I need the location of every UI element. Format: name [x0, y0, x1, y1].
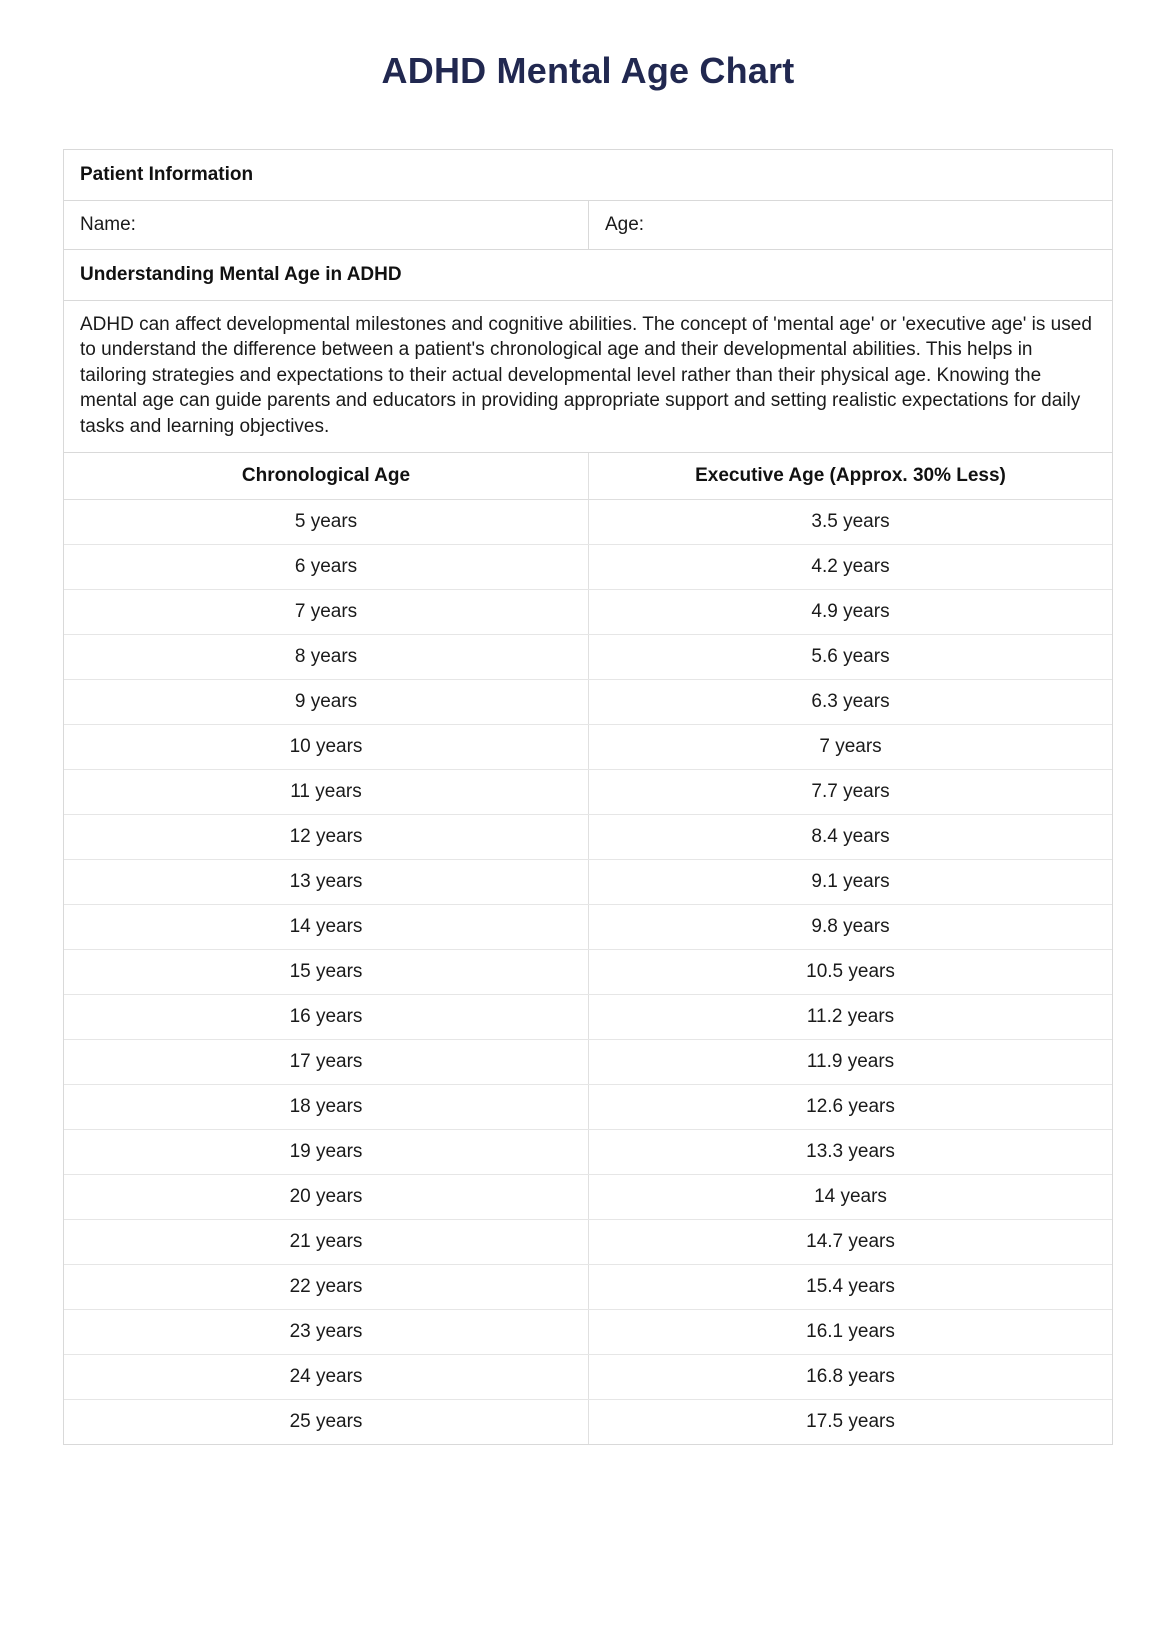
age-table-body — [64, 500, 1112, 1444]
age-table-row — [64, 1175, 1112, 1220]
executive-age-cell: 12.6 years — [588, 1085, 1112, 1129]
executive-age-cell: 4.9 years — [588, 590, 1112, 634]
age-field[interactable] — [588, 201, 1112, 249]
chronological-age-cell: 8 years — [294, 646, 358, 668]
content-container — [63, 149, 1113, 1445]
age-table-row — [64, 590, 1112, 635]
age-table-row — [64, 545, 1112, 590]
chronological-age-cell: 23 years — [289, 1321, 363, 1343]
age-table-row — [64, 1400, 1112, 1444]
executive-age-cell: 16.8 years — [588, 1355, 1112, 1399]
executive-age-cell: 11.2 years — [588, 995, 1112, 1039]
executive-age-cell: 16.1 years — [588, 1310, 1112, 1354]
chronological-age-cell: 21 years — [289, 1231, 363, 1253]
age-table-row — [64, 1220, 1112, 1265]
age-table-row — [64, 1130, 1112, 1175]
age-table-row — [64, 770, 1112, 815]
executive-age-cell: 13.3 years — [588, 1130, 1112, 1174]
executive-age-cell: 3.5 years — [588, 500, 1112, 544]
chronological-age-cell: 6 years — [294, 556, 358, 578]
chronological-age-cell: 15 years — [289, 961, 363, 983]
executive-age-cell: 7 years — [588, 725, 1112, 769]
executive-age-cell: 8.4 years — [588, 815, 1112, 859]
chronological-age-cell: 10 years — [289, 736, 363, 758]
executive-age-cell: 14 years — [588, 1175, 1112, 1219]
understanding-body-text: ADHD can affect developmental milestones and cognitive abilities. The concept of 'mental age' or 'executive age' is used to understand the difference between a patient's chronological age and their developmental abilities. This helps in tailoring strategies and expectations to their actual developmental level rather than their physical age. Knowing the mental age can guide parents and educators in providing appropriate support and setting realistic expectations for daily tasks and learning objectives. — [64, 301, 1112, 453]
age-table-row — [64, 905, 1112, 950]
age-table-header-row — [64, 453, 1112, 500]
executive-age-cell: 9.8 years — [588, 905, 1112, 949]
age-table-row — [64, 995, 1112, 1040]
age-table-row — [64, 680, 1112, 725]
column-header-executive-age: Executive Age (Approx. 30% Less) — [588, 453, 1112, 499]
age-table-row — [64, 1265, 1112, 1310]
executive-age-cell: 14.7 years — [588, 1220, 1112, 1264]
chronological-age-cell: 24 years — [289, 1366, 363, 1388]
chronological-age-cell: 17 years — [289, 1051, 363, 1073]
executive-age-cell: 17.5 years — [588, 1400, 1112, 1444]
age-table-row — [64, 500, 1112, 545]
chronological-age-cell: 18 years — [289, 1096, 363, 1118]
chronological-age-cell: 25 years — [289, 1411, 363, 1433]
chronological-age-cell: 16 years — [289, 1006, 363, 1028]
executive-age-cell: 7.7 years — [588, 770, 1112, 814]
chronological-age-cell: 11 years — [290, 781, 362, 803]
age-table-row — [64, 725, 1112, 770]
executive-age-cell: 10.5 years — [588, 950, 1112, 994]
executive-age-cell: 4.2 years — [588, 545, 1112, 589]
age-table — [64, 453, 1112, 1444]
name-field[interactable] — [64, 201, 588, 249]
age-table-row — [64, 1310, 1112, 1355]
understanding-section-header: Understanding Mental Age in ADHD — [64, 250, 1112, 301]
age-table-row — [64, 1355, 1112, 1400]
chronological-age-cell: 5 years — [294, 511, 358, 533]
page-title: ADHD Mental Age Chart — [381, 50, 795, 91]
patient-info-section-header: Patient Information — [64, 150, 1112, 201]
chronological-age-cell: 22 years — [289, 1276, 363, 1298]
chronological-age-cell: 7 years — [294, 601, 358, 623]
chronological-age-cell: 12 years — [289, 826, 363, 848]
executive-age-cell: 5.6 years — [588, 635, 1112, 679]
age-label: Age: — [605, 214, 645, 235]
age-table-row — [64, 1085, 1112, 1130]
age-table-row — [64, 815, 1112, 860]
chronological-age-cell: 19 years — [289, 1141, 363, 1163]
patient-fields-row — [64, 201, 1112, 250]
age-table-row — [64, 635, 1112, 680]
age-table-row — [64, 950, 1112, 995]
executive-age-cell: 11.9 years — [588, 1040, 1112, 1084]
executive-age-cell: 6.3 years — [588, 680, 1112, 724]
executive-age-cell: 9.1 years — [588, 860, 1112, 904]
chronological-age-cell: 13 years — [289, 871, 363, 893]
executive-age-cell: 15.4 years — [588, 1265, 1112, 1309]
age-table-row — [64, 860, 1112, 905]
column-header-chronological-age: Chronological Age — [241, 465, 411, 487]
chronological-age-cell: 14 years — [289, 916, 363, 938]
name-label: Name: — [80, 214, 136, 235]
age-table-row — [64, 1040, 1112, 1085]
chronological-age-cell: 9 years — [294, 691, 358, 713]
chronological-age-cell: 20 years — [289, 1186, 363, 1208]
